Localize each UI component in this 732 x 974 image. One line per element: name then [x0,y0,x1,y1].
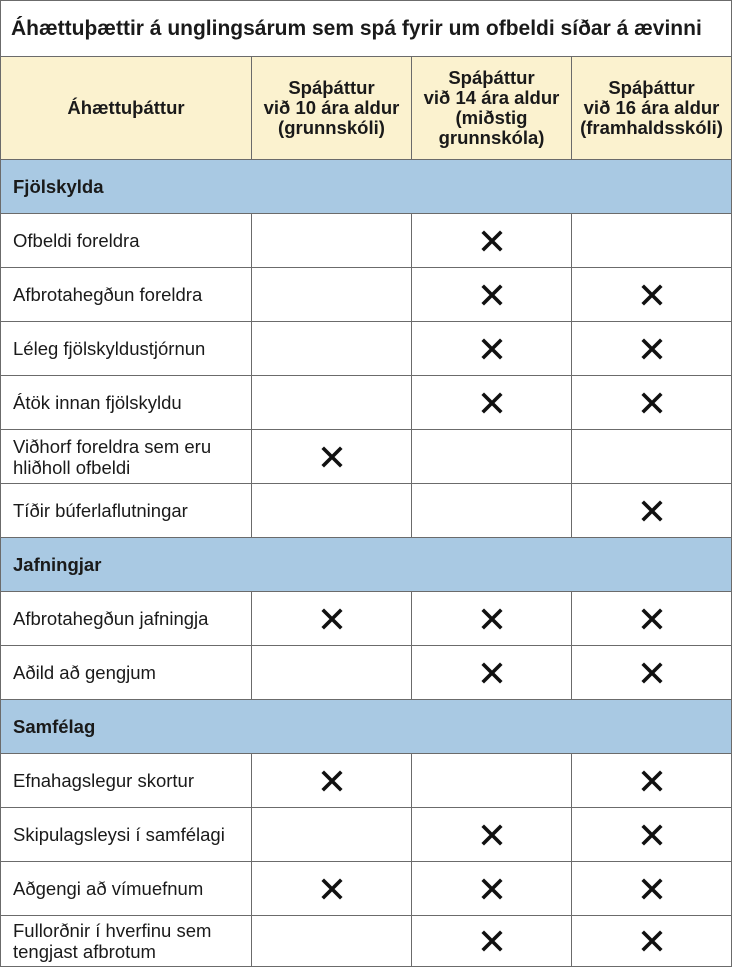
predictor-cell-2 [412,862,572,916]
risk-factor-label: Aðild að gengjum [1,646,252,700]
column-header-line: við 10 ára aldur [263,97,400,118]
risk-factor-label: Afbrotahegðun foreldra [1,268,252,322]
column-header-line: (grunnskóli) [278,117,385,138]
predictor-cell-2 [412,646,572,700]
x-mark-icon [321,770,343,792]
x-mark-icon [641,500,663,522]
table-row [1,808,732,862]
x-mark-icon [481,930,503,952]
predictor-cell-1 [252,754,412,808]
predictor-cell-3 [572,646,732,700]
risk-factor-label: Léleg fjölskyldustjórnun [1,322,252,376]
predictor-cell-2 [412,484,572,538]
x-mark-icon [481,878,503,900]
risk-factor-label: Ofbeldi foreldra [1,214,252,268]
x-mark-icon [481,662,503,684]
x-mark-icon [641,662,663,684]
predictor-cell-1 [252,268,412,322]
predictor-cell-1 [252,646,412,700]
predictor-cell-1 [252,430,412,484]
x-mark-icon [641,338,663,360]
predictor-cell-1 [252,592,412,646]
predictor-cell-3 [572,592,732,646]
predictor-cell-2 [412,916,572,967]
table-body [1,160,732,967]
risk-factor-label: Tíðir búferlaflutningar [1,484,252,538]
predictor-cell-1 [252,214,412,268]
predictor-cell-2 [412,322,572,376]
predictor-cell-2 [412,430,572,484]
x-mark-icon [641,770,663,792]
table-row [1,916,732,967]
x-mark-icon [321,608,343,630]
table-row [1,376,732,430]
risk-factor-label: Fullorðnir í hverfinu sem tengjast afbrotum [1,916,252,967]
table-row [1,646,732,700]
predictor-cell-3 [572,376,732,430]
predictor-cell-1 [252,376,412,430]
predictor-cell-1 [252,322,412,376]
risk-factor-label: Skipulagsleysi í samfélagi [1,808,252,862]
predictor-cell-1 [252,808,412,862]
predictor-cell-2 [412,376,572,430]
predictor-cell-3 [572,430,732,484]
x-mark-icon [481,338,503,360]
x-mark-icon [641,284,663,306]
column-header-line: Spáþáttur [608,77,695,98]
risk-factor-label: Efnahagslegur skortur [1,754,252,808]
predictor-cell-1 [252,484,412,538]
predictor-cell-3 [572,484,732,538]
table-row [1,430,732,484]
predictor-cell-1 [252,916,412,967]
x-mark-icon [481,608,503,630]
predictor-cell-3 [572,214,732,268]
column-header-predictor-2 [412,57,572,160]
column-header-line: við 16 ára aldur [583,97,720,118]
x-mark-icon [321,878,343,900]
x-mark-icon [481,392,503,414]
column-header-row [1,57,732,160]
category-row [1,538,732,592]
predictor-cell-3 [572,916,732,967]
predictor-cell-1 [252,862,412,916]
risk-factor-label: Viðhorf foreldra sem eru hliðholl ofbeldi [1,430,252,484]
table-row [1,484,732,538]
table-row [1,754,732,808]
table-row [1,592,732,646]
predictor-cell-3 [572,862,732,916]
column-header-factor [1,57,252,160]
predictor-cell-2 [412,808,572,862]
x-mark-icon [481,284,503,306]
table-row [1,862,732,916]
x-mark-icon [641,930,663,952]
column-header-line: Spáþáttur [288,77,375,98]
risk-factor-label: Afbrotahegðun jafningja [1,592,252,646]
column-header-predictor-3 [572,57,732,160]
x-mark-icon [641,824,663,846]
risk-factor-label: Átök innan fjölskyldu [1,376,252,430]
table-row [1,322,732,376]
table-title: Áhættuþættir á unglingsárum sem spá fyrir um ofbeldi síðar á ævinni [1,1,732,57]
predictor-cell-3 [572,754,732,808]
predictor-cell-3 [572,268,732,322]
category-label: Fjölskylda [1,160,732,214]
column-header-line: (framhaldsskóli) [580,117,723,138]
x-mark-icon [321,446,343,468]
category-row [1,700,732,754]
column-header-line: við 14 ára aldur [423,87,560,108]
x-mark-icon [641,608,663,630]
predictor-cell-3 [572,322,732,376]
category-label: Jafningjar [1,538,732,592]
predictor-cell-2 [412,214,572,268]
table-row [1,214,732,268]
column-header-line: grunnskóla) [438,127,545,148]
predictor-cell-2 [412,754,572,808]
x-mark-icon [481,230,503,252]
x-mark-icon [641,392,663,414]
category-label: Samfélag [1,700,732,754]
title-row [1,1,732,57]
x-mark-icon [641,878,663,900]
column-header-line: (miðstig [455,107,528,128]
column-header-predictor-1 [252,57,412,160]
predictor-cell-3 [572,808,732,862]
column-header-line: Spáþáttur [448,67,535,88]
column-header-line: Áhættuþáttur [67,97,185,118]
predictor-cell-2 [412,592,572,646]
risk-factor-label: Aðgengi að vímuefnum [1,862,252,916]
x-mark-icon [481,824,503,846]
table-row [1,268,732,322]
predictor-cell-2 [412,268,572,322]
category-row [1,160,732,214]
